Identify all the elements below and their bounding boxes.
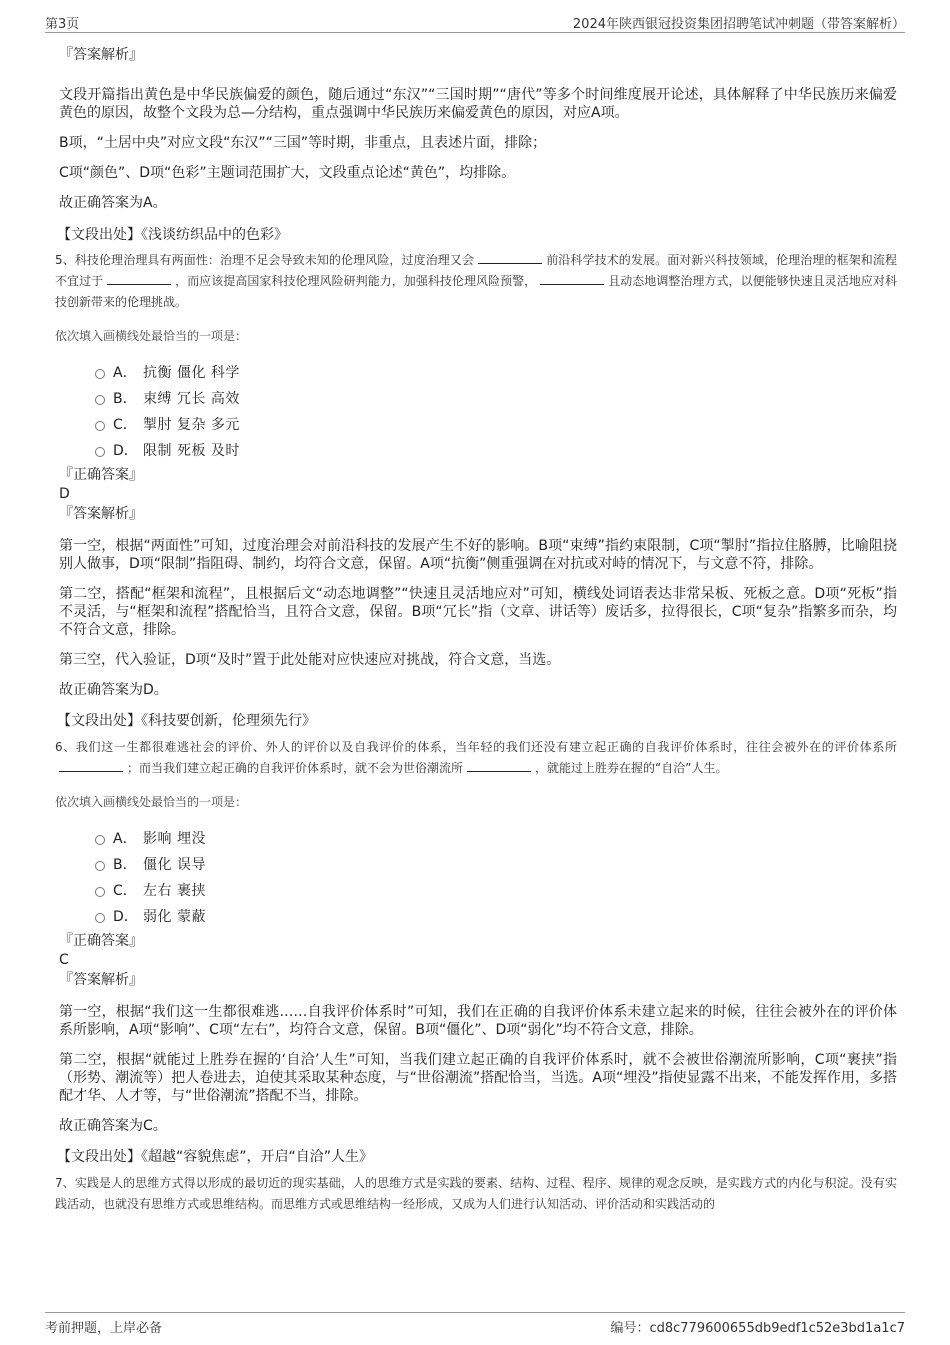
question-prompt: 依次填入画横线处最恰当的一项是： bbox=[55, 329, 248, 343]
radio-button-icon[interactable] bbox=[95, 887, 105, 897]
analysis-paragraph: 故正确答案为C。 bbox=[59, 1118, 167, 1134]
passage-source: 【文段出处】《超越“容貌焦虑”，开启“自洽”人生》 bbox=[57, 1149, 374, 1165]
passage-source: 【文段出处】《科技要创新，伦理须先行》 bbox=[57, 713, 316, 729]
option-b[interactable]: B． 束缚 冗长 高效 bbox=[95, 386, 897, 412]
option-a[interactable]: A． 抗衡 僵化 科学 bbox=[95, 360, 897, 386]
option-c[interactable]: C． 掣肘 复杂 多元 bbox=[95, 412, 897, 438]
radio-button-icon[interactable] bbox=[95, 447, 105, 457]
option-list bbox=[55, 360, 897, 464]
analysis-paragraph: B项，“土居中央”对应文段“东汉”“三国”等时期，非重点，且表述片面，排除； bbox=[59, 135, 547, 151]
analysis-paragraph: 第一空，根据“我们这一生都很难逃……自我评价体系时”可知，我们在正确的自我评价体系未建立起来的时候，往往会被外在的评价体系所影响，A项“影响”、C项“左右”，均符合文意，保留。B项“僵化”、D项“弱化”均不符合文意，排除。 bbox=[59, 1004, 897, 1038]
radio-button-icon[interactable] bbox=[95, 395, 105, 405]
correct-answer-label: 『正确答案』 bbox=[59, 933, 143, 949]
radio-button-icon[interactable] bbox=[95, 861, 105, 871]
analysis-paragraph: 文段开篇指出黄色是中华民族偏爱的颜色，随后通过“东汉”“三国时期”“唐代”等多个时间维度展开论述，具体解释了中华民族历来偏爱黄色的原因，故整个文段为总—分结构，重点强调中华民族历来偏爱黄色的原因，对应A项。 bbox=[59, 87, 897, 121]
question-text: 5、科技伦理治理具有两面性：治理不足会导致未知的伦理风险，过度治理又会 前沿科学技术的发展。面对新兴科技领域，伦理治理的框架和流程不宜过于 ，而应该提高国家科技伦理风险研判能力，加强科技伦理风险预警， 且动态地调整治理方式，以便能够快速且灵活地应对科技创新带来的伦理挑战。 bbox=[55, 253, 897, 309]
radio-button-icon[interactable] bbox=[95, 835, 105, 845]
analysis-paragraph: 第一空，根据“两面性”可知，过度治理会对前沿科技的发展产生不好的影响。B项“束缚”指约束限制，C项“掣肘”指拉住胳膊，比喻阻挠别人做事，D项“限制”指阻碍、制约，均符合文意，保留。A项“抗衡”侧重强调在对抗或对峙的情况下，与文意不符，排除。 bbox=[59, 538, 897, 572]
radio-button-icon[interactable] bbox=[95, 421, 105, 431]
answer-blank bbox=[467, 759, 531, 772]
document-body bbox=[55, 40, 897, 1215]
page-header bbox=[45, 10, 905, 33]
option-d[interactable]: D． 弱化 蒙蔽 bbox=[95, 904, 897, 930]
answer-blank bbox=[59, 759, 123, 772]
analysis-label: 『答案解析』 bbox=[59, 506, 143, 522]
analysis-paragraph: 第二空，搭配“框架和流程”，且根据后文“动态地调整”“快速且灵活地应对”可知，横线处词语表达非常呆板、死板之意。D项“死板”指不灵活，与“框架和流程”搭配恰当，且符合文意，保留。B项“冗长”指（文章、讲话等）废话多，拉得很长，C项“复杂”指繁多而杂，均不符合文意，排除。 bbox=[59, 586, 897, 638]
document-title: 2024年陕西银冠投资集团招聘笔试冲刺题（带答案解析） bbox=[572, 17, 905, 32]
option-list bbox=[55, 826, 897, 930]
option-b[interactable]: B． 僵化 误导 bbox=[95, 852, 897, 878]
radio-button-icon[interactable] bbox=[95, 369, 105, 379]
page-number: 第3页 bbox=[45, 17, 80, 32]
option-c[interactable]: C． 左右 裹挟 bbox=[95, 878, 897, 904]
question-text: 6、我们这一生都很难逃社会的评价、外人的评价以及自我评价的体系，当年轻的我们还没有建立起正确的自我评价体系时，往往会被外在的评价体系所；而当我们建立起正确的自我评价体系时，就不会为世俗潮流所 ，就能过上胜券在握的“自洽”人生。 bbox=[55, 740, 897, 775]
analysis-paragraph: 第二空，根据“就能过上胜券在握的‘自洽’人生”可知，当我们建立起正确的自我评价体系时，就不会被世俗潮流所影响，C项“裹挟”指（形势、潮流等）把人卷进去，迫使其采取某种态度，与“世俗潮流”搭配恰当，当选。A项“埋没”指使显露不出来，不能发挥作用，多搭配才华、人才等，与“世俗潮流”搭配不当，排除。 bbox=[59, 1052, 897, 1104]
analysis-label: 『答案解析』 bbox=[59, 972, 143, 988]
correct-answer: D bbox=[59, 486, 70, 502]
analysis-paragraph: C项“颜色”、D项“色彩”主题词范围扩大，文段重点论述“黄色”，均排除。 bbox=[59, 165, 516, 181]
answer-blank bbox=[540, 272, 604, 285]
analysis-paragraph: 第三空，代入验证，D项“及时”置于此处能对应快速应对挑战，符合文意，当选。 bbox=[59, 652, 561, 668]
document-code: 编号：cd8c779600655db9edf1c52e3bd1a1c7 bbox=[610, 1321, 905, 1336]
radio-button-icon[interactable] bbox=[95, 913, 105, 923]
correct-answer: C bbox=[59, 952, 69, 968]
analysis-label: 『答案解析』 bbox=[59, 47, 143, 63]
page-footer bbox=[45, 1312, 905, 1337]
option-d[interactable]: D． 限制 死板 及时 bbox=[95, 438, 897, 464]
question-text: 7、实践是人的思维方式得以形成的最切近的现实基础，人的思维方式是实践的要素、结构、过程、程序、规律的观念反映，是实践方式的内化与积淀。没有实践活动，也就没有思维方式或思维结构。而思维方式或思维结构一经形成，又成为人们进行认知活动、评价活动和实践活动的 bbox=[55, 1176, 897, 1211]
analysis-paragraph: 故正确答案为D。 bbox=[59, 682, 168, 698]
question-prompt: 依次填入画横线处最恰当的一项是： bbox=[55, 795, 248, 809]
footer-slogan: 考前押题，上岸必备 bbox=[45, 1321, 163, 1336]
passage-source: 【文段出处】《浅谈纺织品中的色彩》 bbox=[57, 227, 288, 243]
answer-blank bbox=[478, 251, 542, 264]
correct-answer-label: 『正确答案』 bbox=[59, 467, 143, 483]
analysis-paragraph: 故正确答案为A。 bbox=[59, 195, 167, 211]
answer-blank bbox=[107, 272, 171, 285]
option-a[interactable]: A． 影响 埋没 bbox=[95, 826, 897, 852]
